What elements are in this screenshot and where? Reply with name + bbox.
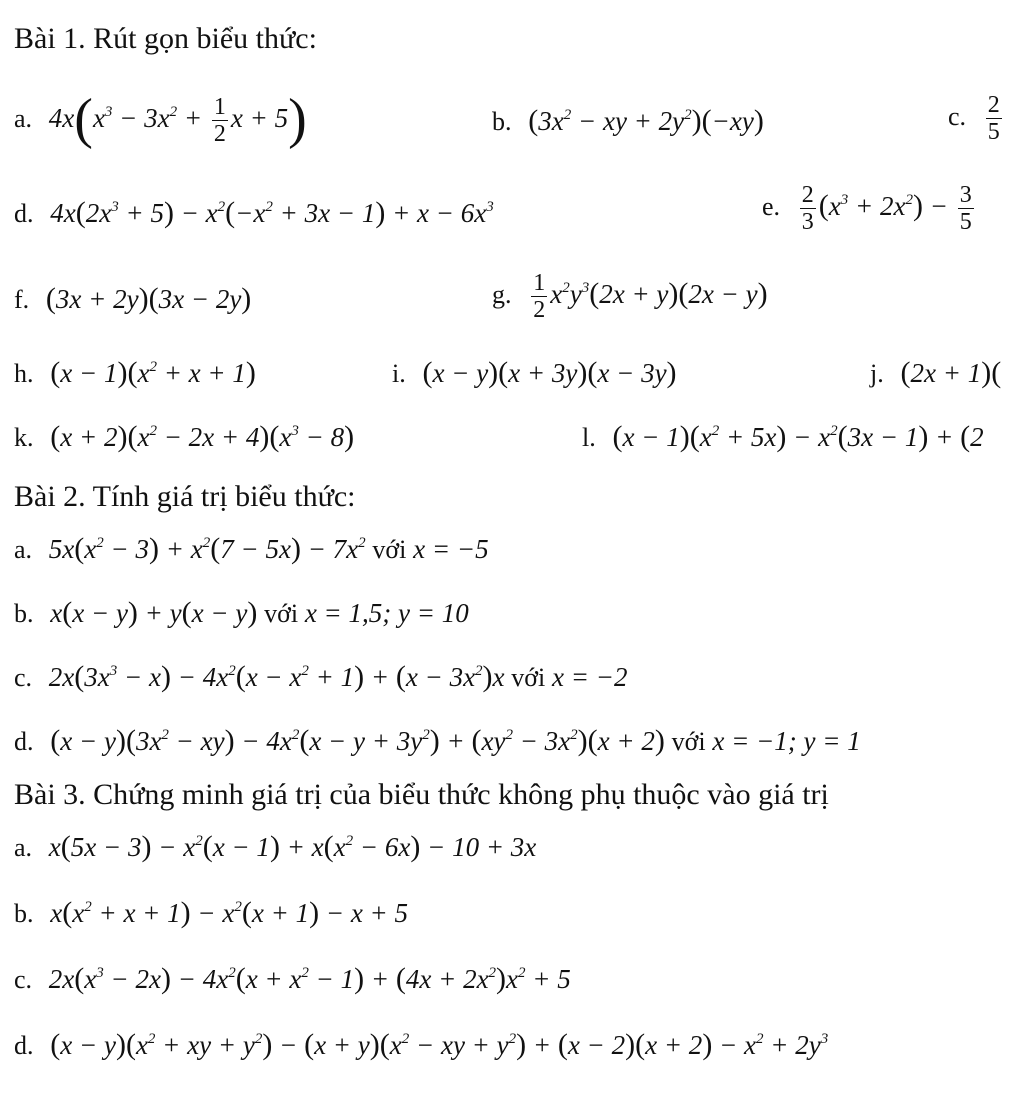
- exercise-1i: i. (x − y)(x + 3y)(x − 3y): [392, 356, 677, 389]
- condition-2b: x = 1,5; y = 10: [304, 598, 469, 628]
- exercise-2d: d. $(x - y)(3x^2 - xy) - 4x^2(x - y + 3y^2) + (xy^2 - 3x^2)(x + 2)$ với x = −1; y = 1: [14, 724, 861, 757]
- exercise-2a: a. $5x(x^2 - 3) + x^2(7 - 5x) - 7x^2$ với x = −5: [14, 532, 489, 565]
- exercise-1k: k. $(x + 2)(x^2 - 2x + 4)(x^3 - 8)$: [14, 420, 355, 453]
- exercise-1f: f. (3x + 2y)(3x − 2y): [14, 282, 252, 315]
- exercise-1l: l. $(x - 1)(x^2 + 5x) - x^2(3x - 1) + (2$: [582, 420, 984, 453]
- exercise-3c: c. $2x(x^3 - 2x) - 4x^2(x + x^2 - 1) + (4x + 2x^2)x^2 + 5$: [14, 962, 571, 995]
- exercise-3d: d. $(x - y)(x^2$ + xy + $y^2) - (x + y)(x^2$ − xy + $y^2) + (x - 2)(x + 2) - x^2 + 2y^3$: [14, 1028, 829, 1061]
- exercise-2c: c. $2x(3x^3 - x) - 4x^2(x - x^2 + 1) + (x - 3x^2)x$ với x = −2: [14, 660, 628, 693]
- exercise-1a: a. $4x(x^3 - 3x^2$ + $\frac{1}{2}$ x + 5): [14, 87, 307, 150]
- condition-2c: x = −2: [552, 662, 628, 692]
- exercise-1b: b. ($3x^2$ − xy + $2y^2)(-xy)$: [492, 104, 764, 137]
- exercise-2b: b. x(x − y) + y(x − y) với x = 1,5; y = 10: [14, 596, 469, 629]
- exercise-3a: a. $x(5x - 3) - x^2(x - 1) + x(x^2 - 6x) - 10 + 3x$: [14, 830, 537, 863]
- condition-2d: x = −1; y = 1: [712, 726, 861, 756]
- condition-2a: x = −5: [413, 534, 489, 564]
- exercise-1h: h. $(x - 1)(x^2 + x + 1)$: [14, 356, 256, 389]
- exercise-1c: c. $\frac{2}{5}$: [948, 92, 1000, 145]
- exercise-1d: d. $4x(2x^3 + 5) - x^2(-x^2 + 3x - 1) + x - 6x^3$: [14, 196, 494, 229]
- exercise-2-title: Bài 2. Tính giá trị biểu thức:: [14, 480, 356, 513]
- exercise-1e: e. $\frac{2}{3}$ $(x^3 + 2x^2)$ − $\frac{3}{5}$: [762, 182, 972, 235]
- exercise-3-title: Bài 3. Chứng minh giá trị của biểu thức không phụ thuộc vào giá trị: [14, 778, 829, 811]
- exercise-1g: g. $\frac{1}{2}$ $x^2y^3(2x + y)(2x - y)$: [492, 270, 768, 323]
- exercise-1j: j. (2x + 1)(: [870, 356, 1002, 389]
- exercise-3b: b. $x(x^2 + x + 1) - x^2(x + 1) - x + 5$: [14, 896, 409, 929]
- exercise-1-title: Bài 1. Rút gọn biểu thức:: [14, 22, 317, 55]
